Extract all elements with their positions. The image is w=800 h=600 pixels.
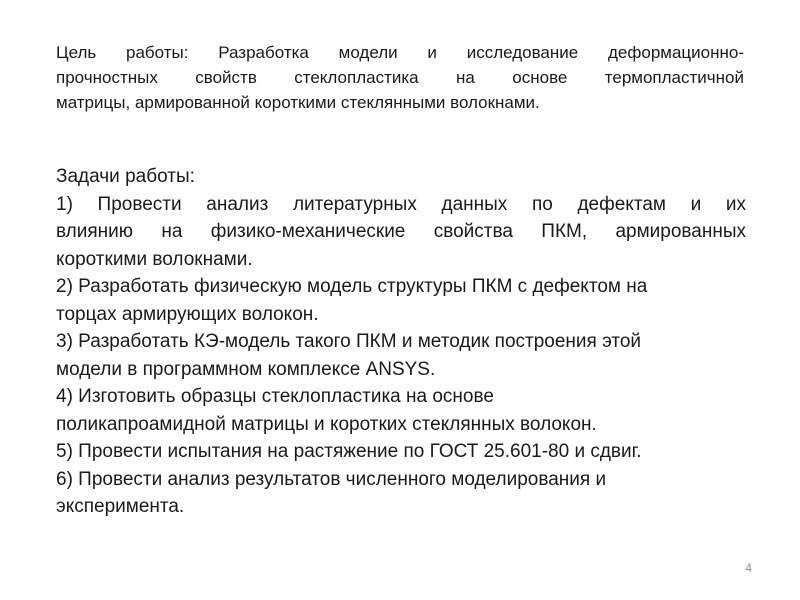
task-line: 1) Провести анализ литературных данных по дефектам и их	[56, 193, 746, 215]
task-item-1	[56, 191, 746, 274]
task-item-4	[56, 383, 746, 438]
tasks-title: Задачи работы:	[56, 166, 195, 187]
task-line: 4) Изготовить образцы стеклопластика на основе	[56, 386, 494, 407]
goal-line: прочностных свойств стеклопластика на основе термопластичной	[56, 68, 744, 87]
page-number: 4	[745, 561, 752, 575]
task-item-6	[56, 466, 746, 521]
task-item-3	[56, 328, 746, 383]
tasks-section	[56, 163, 746, 521]
task-item-5	[56, 438, 746, 466]
task-line: эксперимента.	[56, 496, 185, 517]
task-line: 5) Провести испытания на растяжение по ГОСТ 25.601-80 и сдвиг.	[56, 441, 642, 462]
goal-line: Цель работы: Разработка модели и исследование деформационно-	[56, 43, 744, 62]
task-line: модели в программном комплексе ANSYS.	[56, 358, 436, 380]
task-line: торцах армирующих волокон.	[56, 303, 319, 325]
task-line: влиянию на физико-механические свойства ПКМ, армированных	[56, 221, 746, 242]
task-line: 6) Провести анализ результатов численного моделирования и	[56, 468, 607, 490]
task-line: короткими волокнами.	[56, 248, 253, 270]
task-item-2	[56, 273, 746, 328]
goal-paragraph	[56, 40, 744, 115]
task-line: 2) Разработать физическую модель структуры ПКМ с дефектом на	[56, 276, 648, 297]
goal-line: матрицы, армированной короткими стеклянными волокнами.	[56, 93, 540, 112]
task-line: 3) Разработать КЭ-модель такого ПКМ и методик построения этой	[56, 331, 642, 352]
task-line: поликапроамидной матрицы и коротких стеклянных волокон.	[56, 413, 597, 435]
